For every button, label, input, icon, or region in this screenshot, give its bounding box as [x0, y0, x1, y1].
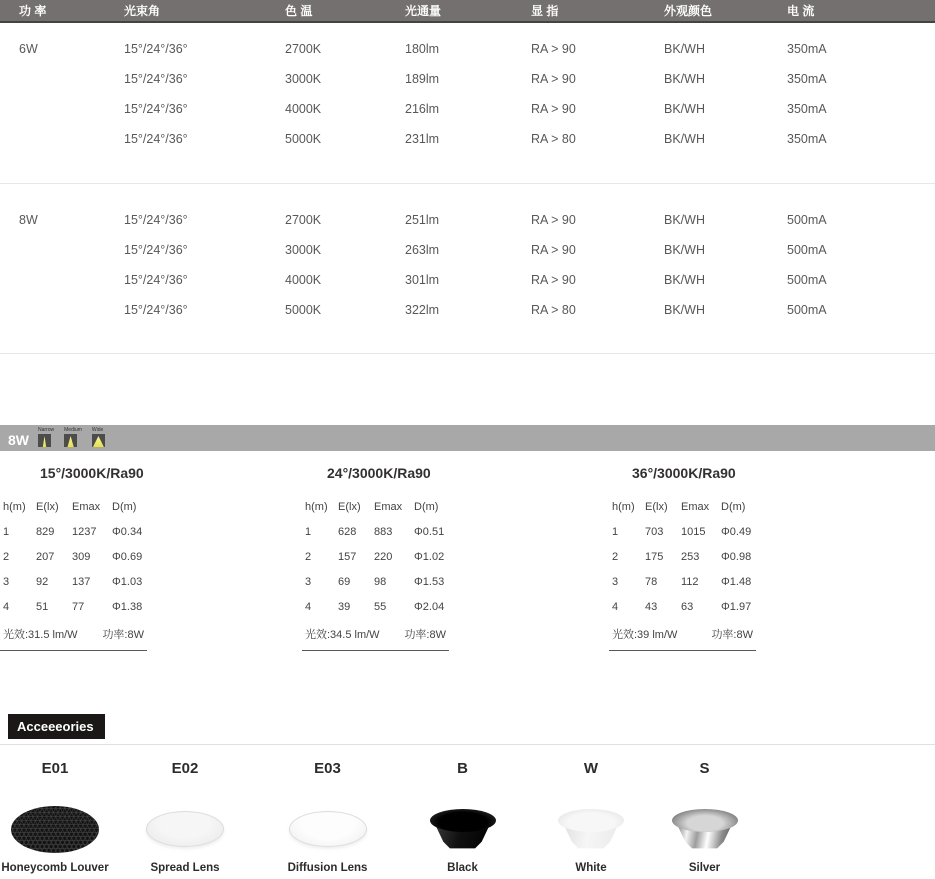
- section-divider: [0, 744, 935, 745]
- cct-cell: 4000K: [285, 102, 322, 116]
- finish-cell: BK/WH: [664, 72, 705, 86]
- wide-beam-icon: [92, 434, 105, 447]
- cct-cell: 2700K: [285, 42, 322, 56]
- accessory-code: B: [457, 760, 468, 777]
- accessory-label: Silver: [688, 862, 721, 874]
- flux-cell: 263lm: [405, 243, 440, 257]
- cri-cell: RA > 90: [531, 102, 576, 116]
- flux-cell: 322lm: [405, 303, 440, 317]
- table-row: [0, 265, 935, 295]
- table-row: [0, 295, 935, 325]
- finish-cell: BK/WH: [664, 42, 705, 56]
- accessories-title: Acceeeories: [8, 714, 105, 739]
- current-cell: 500mA: [787, 243, 827, 257]
- table-row: 1 703 1015 Φ0.49: [612, 525, 752, 538]
- power-value: 功率:8W: [102, 629, 144, 641]
- table-row: 1 628 883 Φ0.51: [305, 525, 445, 538]
- table-row: 2 157 220 Φ1.02: [305, 550, 445, 563]
- cct-cell: 2700K: [285, 213, 322, 227]
- flux-cell: 180lm: [405, 42, 440, 56]
- finish-cell: BK/WH: [664, 102, 705, 116]
- col-header-flux: 光通量: [405, 4, 442, 18]
- col-header-cri: 显 指: [531, 4, 559, 18]
- photometry-table-15deg: [0, 465, 302, 651]
- beam-cell: 15°/24°/36°: [124, 72, 188, 86]
- finish-cell: BK/WH: [664, 303, 705, 317]
- table-row: 3 78 112 Φ1.48: [612, 575, 752, 588]
- beam-cell: 15°/24°/36°: [124, 273, 188, 287]
- accessory-white: [530, 760, 652, 874]
- col-header-beam: 光束角: [124, 4, 161, 18]
- narrow-beam-label: Narrow: [38, 427, 55, 433]
- accessory-e02: [110, 760, 260, 874]
- wide-beam: [92, 427, 105, 447]
- cri-cell: RA > 90: [531, 42, 576, 56]
- silver-reflector-image: [672, 809, 738, 849]
- beam-icons: [38, 427, 115, 447]
- black-reflector-image: [430, 809, 496, 849]
- photometry-footer: [609, 619, 756, 651]
- diffusion-lens-image: [289, 811, 367, 847]
- table-row: 4 51 77 Φ1.38: [3, 600, 143, 613]
- beam-cone-shape: [64, 436, 77, 447]
- accessory-code: E03: [314, 760, 341, 777]
- beam-cell: 15°/24°/36°: [124, 213, 188, 227]
- finish-cell: BK/WH: [664, 213, 705, 227]
- flux-cell: 301lm: [405, 273, 440, 287]
- cct-cell: 3000K: [285, 72, 322, 86]
- spec-table-header: [0, 0, 935, 23]
- photometry-section-bar: [0, 425, 935, 451]
- cri-cell: RA > 80: [531, 303, 576, 317]
- accessory-label: White: [575, 862, 607, 874]
- table-row: 2 207 309 Φ0.69: [3, 550, 143, 563]
- beam-cell: 15°/24°/36°: [124, 243, 188, 257]
- accessory-e01: [0, 760, 110, 874]
- accessory-silver: [652, 760, 757, 874]
- table-row: 3 69 98 Φ1.53: [305, 575, 445, 588]
- medium-beam: [64, 427, 82, 447]
- spec-group-6w: [0, 23, 935, 154]
- efficacy-value: 光效:39 lm/W: [612, 629, 678, 641]
- medium-beam-label: Medium: [64, 427, 82, 433]
- honeycomb-louver-image: [11, 806, 99, 853]
- current-cell: 350mA: [787, 42, 827, 56]
- power-value: 功率:8W: [404, 629, 446, 641]
- efficacy-value: 光效:31.5 lm/W: [3, 629, 78, 641]
- power-cell: 8W: [19, 213, 38, 227]
- photometry-table-24deg: [302, 465, 609, 651]
- current-cell: 350mA: [787, 132, 827, 146]
- cri-cell: RA > 90: [531, 72, 576, 86]
- photometry-header-row: h(m) E(lx) Emax D(m): [305, 500, 439, 513]
- current-cell: 500mA: [787, 303, 827, 317]
- col-header-current: 电 流: [787, 4, 815, 18]
- table-row: 4 43 63 Φ1.97: [612, 600, 752, 613]
- cri-cell: RA > 90: [531, 273, 576, 287]
- beam-cone-shape: [92, 436, 105, 447]
- table-row: [0, 205, 935, 235]
- spread-lens-image: [146, 811, 224, 847]
- cct-cell: 5000K: [285, 303, 322, 317]
- medium-beam-icon: [64, 434, 77, 447]
- current-cell: 500mA: [787, 273, 827, 287]
- cct-cell: 3000K: [285, 243, 322, 257]
- finish-cell: BK/WH: [664, 273, 705, 287]
- photometry-table-title: 15°/3000K/Ra90: [40, 465, 144, 481]
- table-row: [0, 235, 935, 265]
- narrow-beam: [38, 427, 54, 447]
- table-row: [0, 124, 935, 154]
- cct-cell: 4000K: [285, 273, 322, 287]
- white-reflector-image: [558, 809, 624, 849]
- section-divider: [0, 183, 935, 184]
- beam-cell: 15°/24°/36°: [124, 42, 188, 56]
- wide-beam-label: Wide: [91, 427, 104, 433]
- current-cell: 350mA: [787, 72, 827, 86]
- accessory-label: Spread Lens: [150, 862, 220, 874]
- accessory-label: Black: [447, 862, 478, 874]
- flux-cell: 189lm: [405, 72, 440, 86]
- accessory-code: W: [583, 760, 599, 777]
- accessory-code: E02: [171, 760, 199, 777]
- spec-group-8w: [0, 194, 935, 325]
- finish-cell: BK/WH: [664, 132, 705, 146]
- current-cell: 350mA: [787, 102, 827, 116]
- power-cell: 6W: [19, 42, 38, 56]
- section-power-label: 8W: [8, 432, 29, 448]
- accessories-grid: [0, 760, 935, 874]
- flux-cell: 251lm: [405, 213, 440, 227]
- accessory-black: [395, 760, 530, 874]
- table-row: 1 829 1237 Φ0.34: [3, 525, 143, 538]
- power-value: 功率:8W: [711, 629, 753, 641]
- beam-cone-shape: [38, 436, 51, 447]
- table-row: [0, 34, 935, 64]
- photometry-header-row: h(m) E(lx) Emax D(m): [3, 500, 137, 513]
- cri-cell: RA > 90: [531, 213, 576, 227]
- cct-cell: 5000K: [285, 132, 322, 146]
- col-header-cct: 色 温: [285, 4, 313, 18]
- photometry-tables: [0, 465, 935, 651]
- photometry-header-row: h(m) E(lx) Emax D(m): [612, 500, 746, 513]
- col-header-power: 功 率: [19, 4, 47, 18]
- table-row: 4 39 55 Φ2.04: [305, 600, 445, 613]
- section-divider: [0, 353, 935, 354]
- beam-cell: 15°/24°/36°: [124, 132, 188, 146]
- narrow-beam-icon: [38, 434, 51, 447]
- table-row: 2 175 253 Φ0.98: [612, 550, 752, 563]
- finish-cell: BK/WH: [664, 243, 705, 257]
- photometry-table-title: 36°/3000K/Ra90: [632, 465, 736, 481]
- accessory-code: S: [699, 760, 710, 777]
- photometry-footer: [0, 619, 147, 651]
- photometry-table-36deg: [609, 465, 935, 651]
- table-row: 3 92 137 Φ1.03: [3, 575, 143, 588]
- photometry-table-title: 24°/3000K/Ra90: [327, 465, 431, 481]
- accessories-section: [0, 714, 935, 874]
- col-header-finish: 外观颜色: [664, 4, 713, 18]
- flux-cell: 231lm: [405, 132, 440, 146]
- current-cell: 500mA: [787, 213, 827, 227]
- efficacy-value: 光效:34.5 lm/W: [305, 629, 380, 641]
- table-row: [0, 94, 935, 124]
- accessory-e03: [260, 760, 395, 874]
- beam-cell: 15°/24°/36°: [124, 303, 188, 317]
- flux-cell: 216lm: [405, 102, 440, 116]
- accessory-code: E01: [41, 760, 69, 777]
- beam-cell: 15°/24°/36°: [124, 102, 188, 116]
- table-row: [0, 64, 935, 94]
- accessory-label: Diffusion Lens: [287, 862, 368, 874]
- cri-cell: RA > 90: [531, 243, 576, 257]
- photometry-footer: [302, 619, 449, 651]
- accessory-label: Honeycomb Louver: [1, 862, 109, 874]
- cri-cell: RA > 80: [531, 132, 576, 146]
